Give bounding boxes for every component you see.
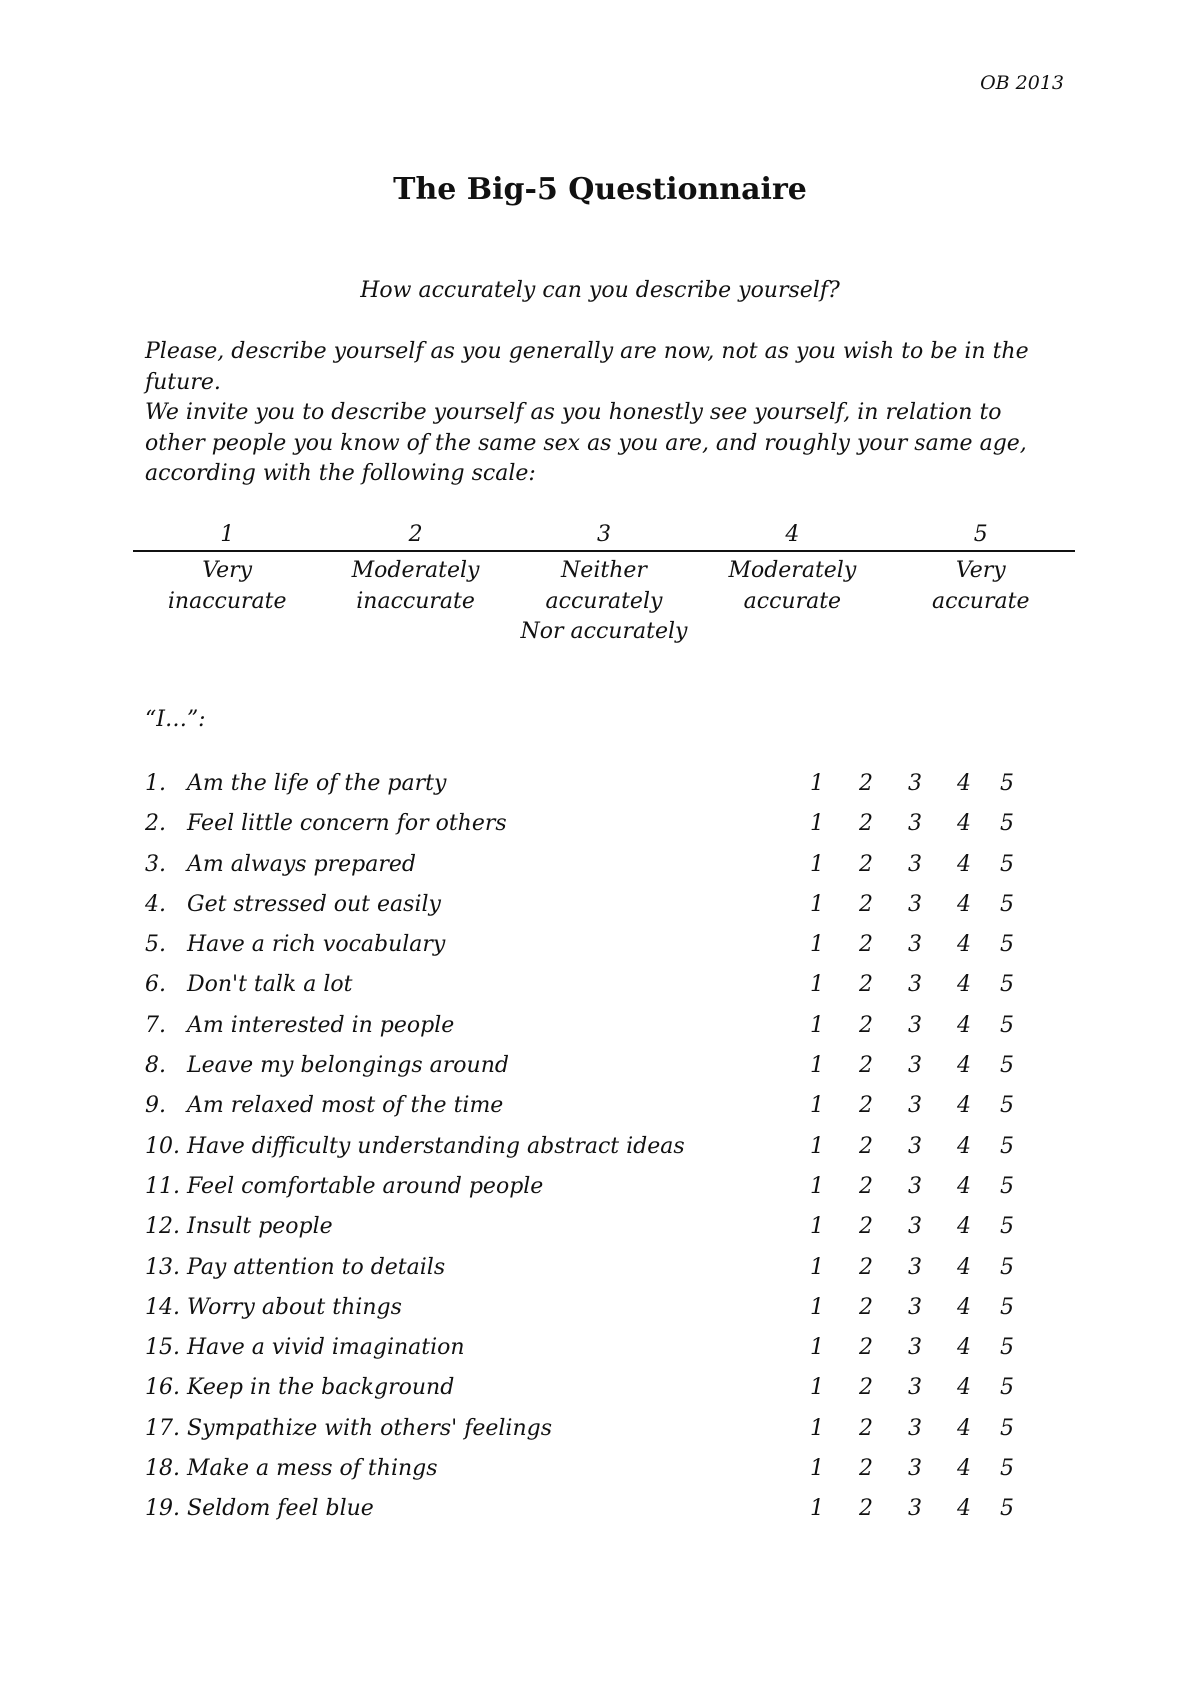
questionnaire-item [145,1090,1045,1130]
item-statement: Keep in the background [187,1375,455,1401]
response-option-1[interactable]: 1 [810,1496,824,1522]
response-option-1[interactable]: 1 [810,1214,824,1240]
response-option-4[interactable]: 4 [957,1415,971,1441]
questionnaire-item [145,1252,1045,1292]
response-option-5[interactable]: 5 [1000,1294,1014,1320]
response-option-3[interactable]: 3 [908,1012,922,1038]
item-number: 15. [145,1335,180,1361]
item-number: 8. [145,1053,166,1079]
scale-number-1: 1 [220,522,235,547]
item-statement: Am interested in people [187,1012,455,1038]
response-option-3[interactable]: 3 [908,972,922,998]
item-number: 16. [145,1375,180,1401]
response-option-5[interactable]: 5 [1000,1133,1014,1159]
response-option-5[interactable]: 5 [1000,891,1014,917]
scale-label-4-line-2: accurate [743,588,842,614]
response-option-2[interactable]: 2 [859,1496,873,1522]
questionnaire-items [145,768,1045,1534]
instructions-line-1: Please, describe yourself as you generally are now, not as you wish to be in the future. [145,339,1029,395]
response-option-5[interactable]: 5 [1000,851,1014,877]
response-option-3[interactable]: 3 [908,811,922,837]
response-option-2[interactable]: 2 [859,1294,873,1320]
scale-numbers-row [133,520,1075,552]
instructions-line-2: We invite you to describe yourself as you honestly see yourself, in relation to other people you know of the same sex as you are, and roughly your same age, according with the following scale: [145,400,1027,486]
response-option-3[interactable]: 3 [908,851,922,877]
item-statement: Worry about things [187,1294,402,1320]
response-option-4[interactable]: 4 [957,851,971,877]
response-option-1[interactable]: 1 [810,1375,824,1401]
response-option-3[interactable]: 3 [908,771,922,796]
response-option-1[interactable]: 1 [810,1012,824,1038]
questionnaire-item [145,889,1045,929]
response-option-1[interactable]: 1 [810,972,824,998]
item-number: 18. [145,1456,180,1482]
response-option-2[interactable]: 2 [859,1415,873,1441]
scale-label-3-line-3: Nor accurately [520,619,688,644]
scale-number-4: 4 [785,522,800,547]
response-option-2[interactable]: 2 [859,1214,873,1240]
response-option-3[interactable]: 3 [908,932,922,958]
response-option-3[interactable]: 3 [908,1053,922,1079]
questionnaire-item [145,1211,1045,1251]
response-option-5[interactable]: 5 [1000,1335,1014,1361]
response-option-2[interactable]: 2 [859,891,873,917]
item-statement: Make a mess of things [187,1456,438,1482]
response-option-3[interactable]: 3 [908,891,922,917]
questionnaire-item [145,969,1045,1009]
questionnaire-item [145,1332,1045,1372]
response-option-1[interactable]: 1 [810,771,824,796]
response-option-4[interactable]: 4 [957,972,971,998]
item-number: 3. [145,851,166,877]
response-option-5[interactable]: 5 [1000,1214,1014,1240]
response-option-4[interactable]: 4 [957,1173,971,1199]
response-option-5[interactable]: 5 [1000,972,1014,998]
response-option-1[interactable]: 1 [810,1053,824,1079]
item-statement: Have difficulty understanding abstract ideas [187,1133,685,1159]
item-number: 7. [145,1012,166,1038]
scale-label-1-line-1: Very [202,558,253,583]
questionnaire-item [145,1372,1045,1412]
response-option-1[interactable]: 1 [810,891,824,917]
response-option-4[interactable]: 4 [957,811,971,837]
response-option-5[interactable]: 5 [1000,811,1014,837]
response-option-3[interactable]: 3 [908,1456,922,1482]
response-option-1[interactable]: 1 [810,1133,824,1159]
item-statement: Have a vivid imagination [187,1335,465,1361]
response-option-3[interactable]: 3 [908,1496,922,1522]
questionnaire-item [145,1010,1045,1050]
rating-scale [133,520,1075,648]
response-option-1[interactable]: 1 [810,851,824,877]
item-statement: Leave my belongings around [187,1053,509,1079]
item-number: 14. [145,1294,180,1320]
response-option-4[interactable]: 4 [957,1456,971,1482]
item-number: 19. [145,1496,180,1522]
response-option-3[interactable]: 3 [908,1214,922,1240]
instructions [145,337,1065,490]
scale-number-2: 2 [408,522,423,547]
scale-label-5 [887,556,1075,648]
response-option-3[interactable]: 3 [908,1415,922,1441]
response-option-1[interactable]: 1 [810,1093,824,1119]
response-option-3[interactable]: 3 [908,1254,922,1280]
item-statement: Feel little concern for others [187,811,507,837]
item-number: 6. [145,972,166,998]
response-option-2[interactable]: 2 [859,1254,873,1280]
response-option-2[interactable]: 2 [859,932,873,958]
response-option-4[interactable]: 4 [957,1214,971,1240]
statement-intro: “I…”: [145,707,206,732]
response-option-2[interactable]: 2 [859,1375,873,1401]
item-number: 11. [145,1173,180,1199]
questionnaire-item [145,1453,1045,1493]
response-option-1[interactable]: 1 [810,932,824,958]
item-statement: Have a rich vocabulary [187,932,446,958]
item-statement: Seldom feel blue [187,1496,374,1522]
scale-label-1 [133,556,321,648]
item-number: 9. [145,1093,166,1119]
item-number: 12. [145,1214,180,1240]
response-option-3[interactable]: 3 [908,1133,922,1159]
response-option-3[interactable]: 3 [908,1335,922,1361]
item-statement: Am relaxed most of the time [187,1093,504,1119]
scale-label-5-line-1: Very [955,558,1006,583]
item-statement: Feel comfortable around people [187,1173,544,1199]
response-option-2[interactable]: 2 [859,1093,873,1119]
response-option-2[interactable]: 2 [859,1012,873,1038]
response-option-4[interactable]: 4 [957,1335,971,1361]
item-statement: Am the life of the party [187,771,447,796]
response-option-4[interactable]: 4 [957,1093,971,1119]
response-option-5[interactable]: 5 [1000,1012,1014,1038]
response-option-1[interactable]: 1 [810,1294,824,1320]
scale-label-4 [698,556,886,648]
item-number: 4. [145,891,166,917]
document-code: OB 2013 [980,72,1064,94]
scale-label-2 [321,556,509,648]
response-option-5[interactable]: 5 [1000,1415,1014,1441]
questionnaire-item [145,1050,1045,1090]
item-statement: Sympathize with others' feelings [187,1415,552,1441]
scale-label-3-line-1: Neither [561,558,647,583]
response-option-5[interactable]: 5 [1000,771,1014,796]
response-option-2[interactable]: 2 [859,1133,873,1159]
questionnaire-item [145,849,1045,889]
item-number: 5. [145,932,166,958]
response-option-1[interactable]: 1 [810,1415,824,1441]
scale-labels-row [133,552,1075,648]
response-option-2[interactable]: 2 [859,811,873,837]
item-number: 17. [145,1415,180,1441]
scale-label-2-line-1: Moderately [351,558,480,583]
response-option-4[interactable]: 4 [957,891,971,917]
response-option-4[interactable]: 4 [957,1012,971,1038]
scale-number-3: 3 [596,522,611,547]
item-number: 2. [145,811,166,837]
response-option-2[interactable]: 2 [859,1173,873,1199]
item-number: 1. [145,771,166,796]
response-option-5[interactable]: 5 [1000,1053,1014,1079]
questionnaire-item [145,1413,1045,1453]
questionnaire-item [145,808,1045,848]
response-option-2[interactable]: 2 [859,1456,873,1482]
questionnaire-item [145,1292,1045,1332]
response-option-2[interactable]: 2 [859,972,873,998]
response-option-5[interactable]: 5 [1000,1254,1014,1280]
questionnaire-item [145,768,1045,808]
response-option-3[interactable]: 3 [908,1093,922,1119]
response-option-1[interactable]: 1 [810,1456,824,1482]
response-option-2[interactable]: 2 [859,1335,873,1361]
response-option-2[interactable]: 2 [859,851,873,877]
response-option-4[interactable]: 4 [957,1053,971,1079]
page-subtitle: How accurately can you describe yourself? [360,278,840,303]
response-option-2[interactable]: 2 [859,771,873,796]
response-option-5[interactable]: 5 [1000,1173,1014,1199]
response-option-5[interactable]: 5 [1000,1093,1014,1119]
scale-label-2-line-2: inaccurate [356,588,475,614]
response-option-4[interactable]: 4 [957,932,971,958]
scale-label-3-line-2: accurately [545,588,663,614]
questionnaire-item [145,929,1045,969]
item-number: 13. [145,1254,180,1280]
item-statement: Get stressed out easily [187,891,441,917]
item-number: 10. [145,1133,180,1159]
response-option-4[interactable]: 4 [957,1496,971,1522]
item-statement: Am always prepared [187,851,416,877]
response-option-3[interactable]: 3 [908,1375,922,1401]
response-option-5[interactable]: 5 [1000,1375,1014,1401]
scale-label-3 [510,556,698,648]
response-option-3[interactable]: 3 [908,1173,922,1199]
questionnaire-item [145,1171,1045,1211]
response-option-4[interactable]: 4 [957,771,971,796]
response-option-5[interactable]: 5 [1000,1496,1014,1522]
response-option-5[interactable]: 5 [1000,932,1014,958]
response-option-2[interactable]: 2 [859,1053,873,1079]
response-option-1[interactable]: 1 [810,1173,824,1199]
scale-label-1-line-2: inaccurate [167,588,287,614]
item-statement: Insult people [187,1214,333,1240]
response-option-1[interactable]: 1 [810,1254,824,1280]
response-option-4[interactable]: 4 [957,1254,971,1280]
response-option-3[interactable]: 3 [908,1294,922,1320]
questionnaire-item [145,1493,1045,1533]
response-option-1[interactable]: 1 [810,811,824,837]
response-option-4[interactable]: 4 [957,1294,971,1320]
response-option-4[interactable]: 4 [957,1133,971,1159]
page-title: The Big-5 Questionnaire [393,172,807,207]
response-option-1[interactable]: 1 [810,1335,824,1361]
scale-number-5: 5 [973,522,988,547]
response-option-4[interactable]: 4 [957,1375,971,1401]
scale-label-5-line-2: accurate [932,588,1030,614]
response-option-5[interactable]: 5 [1000,1456,1014,1482]
item-statement: Pay attention to details [187,1254,446,1280]
questionnaire-item [145,1131,1045,1171]
item-statement: Don't talk a lot [187,972,353,998]
scale-label-4-line-1: Moderately [728,558,857,583]
